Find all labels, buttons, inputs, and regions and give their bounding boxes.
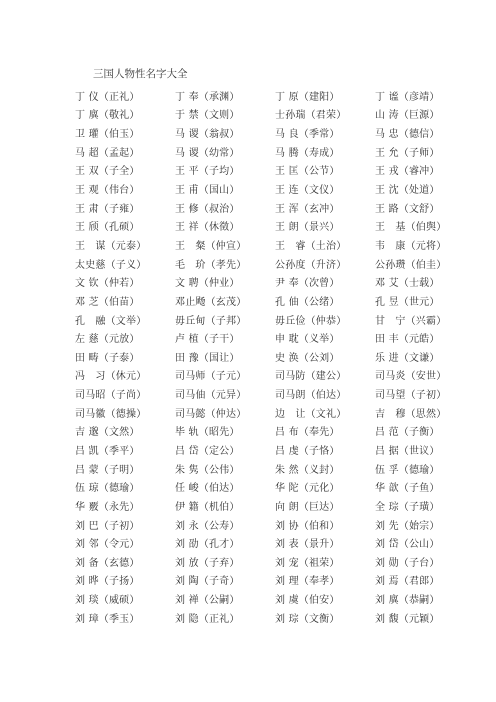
name-entry: 刘 勋（子台） — [375, 557, 440, 569]
table-row — [75, 571, 475, 590]
name-entry: 丁 廙（敬礼） — [75, 110, 140, 122]
table-row — [75, 254, 475, 273]
name-entry: 田 豫（国让） — [175, 352, 240, 364]
name-entry: 山 涛（巨源） — [375, 110, 440, 122]
name-entry: 申 耽（义举） — [275, 334, 340, 346]
name-entry: 朱 然（义封） — [275, 464, 340, 476]
name-entry: 司马伷（元异） — [175, 390, 247, 402]
table-row — [75, 403, 475, 422]
name-entry: 冯 习（休元） — [75, 371, 147, 383]
name-entry: 司马防（建公） — [275, 371, 347, 383]
table-row — [75, 477, 475, 496]
name-entry: 孔 伷（公绪） — [275, 296, 340, 308]
name-entry: 王 修（叔治） — [175, 203, 240, 215]
table-row — [75, 552, 475, 571]
name-entry: 司马朗（伯达） — [275, 390, 347, 402]
name-entry: 邓 艾（士载） — [375, 278, 440, 290]
table-row — [75, 310, 475, 329]
name-entry: 刘 表（景升） — [275, 539, 340, 551]
name-entry: 马 腾（寿成） — [275, 147, 340, 159]
name-entry: 公孙度（升济） — [275, 259, 347, 271]
name-entry: 孔 昱（世元） — [375, 296, 440, 308]
name-entry: 王 沈（处道） — [375, 185, 440, 197]
name-entry: 王 连（文仪） — [275, 185, 340, 197]
name-entry: 乐 进（文谦） — [375, 352, 440, 364]
name-entry: 卢 植（子干） — [175, 334, 240, 346]
name-entry: 刘 馥（元颖） — [375, 613, 440, 625]
name-entry: 伊 籍（机伯） — [175, 501, 240, 513]
name-entry: 毋丘俭（仲恭） — [275, 315, 347, 327]
name-entry: 司马徽（德操） — [75, 408, 147, 420]
table-row — [75, 440, 475, 459]
table-row — [75, 235, 475, 254]
name-entry: 王 甫（国山） — [175, 185, 240, 197]
name-entry: 士孙瑞（君荣） — [275, 110, 347, 122]
table-row — [75, 86, 475, 105]
name-entry: 文 聘（仲业） — [175, 278, 240, 290]
document-title: 三国人物性名字大全 — [93, 68, 188, 80]
name-entry: 田 畴（子泰） — [75, 352, 140, 364]
name-entry: 吕 据（世议） — [375, 445, 440, 457]
table-row — [75, 347, 475, 366]
table-row — [75, 515, 475, 534]
name-entry: 太史慈（子义） — [75, 259, 147, 271]
table-row — [75, 589, 475, 608]
table-row — [75, 384, 475, 403]
name-entry: 华 覈（永先） — [75, 501, 140, 513]
name-entry: 朱 隽（公伟） — [175, 464, 240, 476]
table-row — [75, 291, 475, 310]
name-entry: 司马炎（安世） — [375, 371, 447, 383]
name-entry: 王 允（子师） — [375, 147, 440, 159]
name-entry: 吕 布（奉先） — [275, 427, 340, 439]
name-entry: 刘 劭（孔才） — [175, 539, 240, 551]
name-entry: 刘 晔（子扬） — [75, 576, 140, 588]
name-entry: 马 忠（德信） — [375, 129, 440, 141]
name-entry: 王 谋（元泰） — [75, 240, 147, 252]
name-entry: 吕 范（子衡） — [375, 427, 440, 439]
name-entry: 吕 凯（季平） — [75, 445, 140, 457]
table-row — [75, 161, 475, 180]
name-entry: 刘 宠（祖荣） — [275, 557, 340, 569]
name-entry: 向 朗（巨达） — [275, 501, 340, 513]
name-entry: 王 睿（土治） — [275, 240, 347, 252]
table-row — [75, 366, 475, 385]
name-entry: 吕 虔（子恪） — [275, 445, 340, 457]
name-table — [75, 86, 475, 627]
name-entry: 丁 原（建阳） — [275, 91, 340, 103]
name-entry: 刘 陶（子奇） — [175, 576, 240, 588]
name-entry: 王 颀（孔硕） — [75, 222, 140, 234]
name-entry: 边 让（文礼） — [275, 408, 347, 420]
name-entry: 邓 芝（伯苗） — [75, 296, 140, 308]
name-entry: 司马昭（子尚） — [75, 390, 147, 402]
table-row — [75, 198, 475, 217]
name-entry: 吉 穆（思然） — [375, 408, 447, 420]
name-entry: 田 丰（元皓） — [375, 334, 440, 346]
name-entry: 伍 孚（德瑜） — [375, 464, 440, 476]
name-entry: 司马懿（仲达） — [175, 408, 247, 420]
name-entry: 史 涣（公刘） — [275, 352, 340, 364]
name-entry: 刘 琮（文衡） — [275, 613, 340, 625]
name-entry: 刘 岱（公山） — [375, 539, 440, 551]
name-entry: 卫 瓘（伯玉） — [75, 129, 140, 141]
name-entry: 甘 宁（兴霸） — [375, 315, 447, 327]
name-entry: 刘 协（伯和） — [275, 520, 340, 532]
name-entry: 全 琮（子璜） — [375, 501, 440, 513]
name-entry: 司马师（子元） — [175, 371, 247, 383]
name-entry: 刘 备（玄德） — [75, 557, 140, 569]
name-entry: 于 禁（文则） — [175, 110, 240, 122]
name-entry: 华 歆（子鱼） — [375, 483, 440, 495]
name-entry: 王 路（文舒） — [375, 203, 440, 215]
name-entry: 马 谡（幼常） — [175, 147, 240, 159]
name-entry: 刘 焉（君郎） — [375, 576, 440, 588]
name-entry: 王 观（伟台） — [75, 185, 140, 197]
name-entry: 左 慈（元放） — [75, 334, 140, 346]
name-entry: 丁 仪（正礼） — [75, 91, 140, 103]
table-row — [75, 496, 475, 515]
name-entry: 刘 先（始宗） — [375, 520, 440, 532]
name-entry: 马 超（孟起） — [75, 147, 140, 159]
table-row — [75, 533, 475, 552]
name-entry: 毋丘甸（子邦） — [175, 315, 247, 327]
name-entry: 刘 永（公寿） — [175, 520, 240, 532]
name-entry: 刘 琰（威硕） — [75, 595, 140, 607]
name-entry: 吉 邈（文然） — [75, 427, 140, 439]
table-row — [75, 123, 475, 142]
name-entry: 刘 璋（季玉） — [75, 613, 140, 625]
name-entry: 刘 虞（伯安） — [275, 595, 340, 607]
name-entry: 王 匡（公节） — [275, 166, 340, 178]
name-entry: 吕 蒙（子明） — [75, 464, 140, 476]
name-entry: 毕 轨（昭先） — [175, 427, 240, 439]
name-entry: 刘 巴（子初） — [75, 520, 140, 532]
table-row — [75, 422, 475, 441]
name-entry: 刘 隐（正礼） — [175, 613, 240, 625]
name-entry: 王 粲（仲宣） — [175, 240, 247, 252]
name-entry: 王 朗（景兴） — [275, 222, 340, 234]
name-entry: 马 谡（翁叔） — [175, 129, 240, 141]
name-entry: 华 陀（元化） — [275, 483, 340, 495]
name-entry: 王 祥（休徵） — [175, 222, 240, 234]
name-entry: 吕 岱（定公） — [175, 445, 240, 457]
name-entry: 丁 奉（承渊） — [175, 91, 240, 103]
name-entry: 司马望（子初） — [375, 390, 447, 402]
name-entry: 尹 奉（次曾） — [275, 278, 340, 290]
name-entry: 王 基（伯舆） — [375, 222, 447, 234]
name-entry: 文 钦（仲若） — [75, 278, 140, 290]
name-entry: 王 浑（玄冲） — [275, 203, 340, 215]
table-row — [75, 216, 475, 235]
name-entry: 刘 理（奉孝） — [275, 576, 340, 588]
name-entry: 王 戎（睿冲） — [375, 166, 440, 178]
name-entry: 公孙瓒（伯圭） — [375, 259, 447, 271]
name-entry: 刘 禅（公嗣） — [175, 595, 240, 607]
name-entry: 刘 放（子弃） — [175, 557, 240, 569]
table-row — [75, 608, 475, 627]
table-row — [75, 272, 475, 291]
name-entry: 王 肃（子雍） — [75, 203, 140, 215]
name-entry: 任 峻（伯达） — [175, 483, 240, 495]
name-entry: 伍 琼（德瑜） — [75, 483, 140, 495]
name-entry: 邓止飏（玄茂） — [175, 296, 247, 308]
name-entry: 刘 邻（令元） — [75, 539, 140, 551]
name-entry: 马 良（季常） — [275, 129, 340, 141]
table-row — [75, 179, 475, 198]
name-entry: 孔 融（文举） — [75, 315, 147, 327]
table-row — [75, 142, 475, 161]
name-entry: 刘 廙（恭嗣） — [375, 595, 440, 607]
name-entry: 毛 玠（孝先） — [175, 259, 247, 271]
name-entry: 丁 谧（彦靖） — [375, 91, 440, 103]
table-row — [75, 328, 475, 347]
table-row — [75, 459, 475, 478]
name-entry: 王 双（子全） — [75, 166, 140, 178]
name-entry: 韦 康（元将） — [375, 240, 447, 252]
name-entry: 王 平（子均） — [175, 166, 240, 178]
table-row — [75, 105, 475, 124]
